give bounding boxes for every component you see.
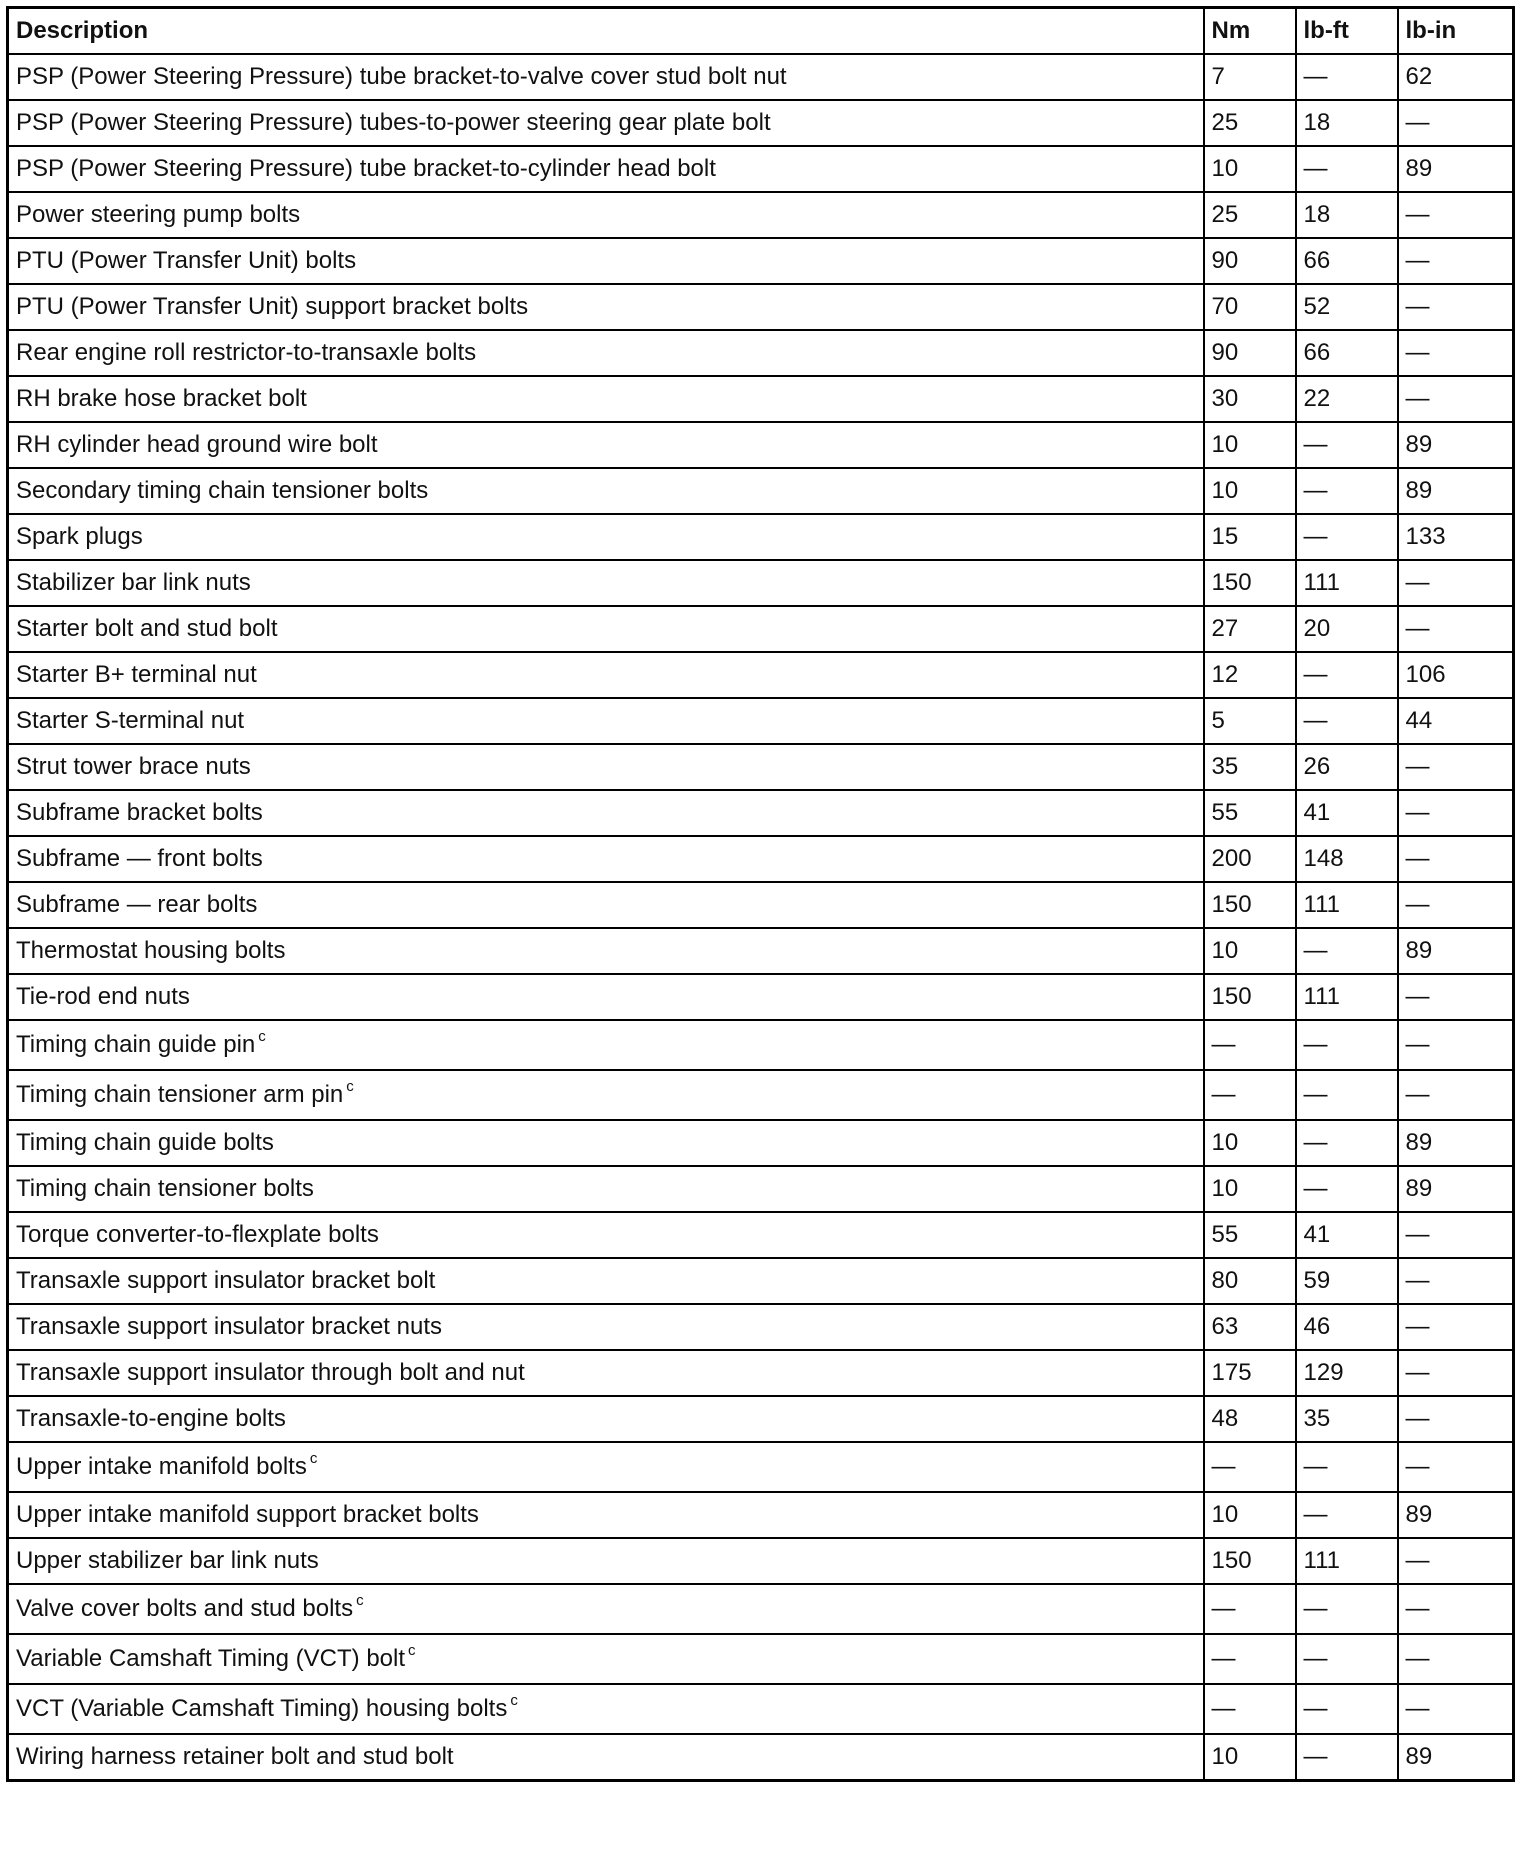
description-text: Spark plugs	[16, 523, 143, 550]
lbft-cell: —	[1296, 468, 1398, 514]
lbft-cell: —	[1296, 1442, 1398, 1492]
description-cell	[8, 928, 1204, 974]
table-row	[8, 468, 1514, 514]
footnote-marker: c	[346, 1078, 354, 1095]
lbin-cell: 44	[1398, 698, 1514, 744]
table-row	[8, 1634, 1514, 1684]
nm-cell: —	[1204, 1020, 1296, 1070]
table-row	[8, 1120, 1514, 1166]
description-text: Starter S-terminal nut	[16, 707, 245, 734]
nm-cell: 27	[1204, 606, 1296, 652]
description-text: Starter bolt and stud bolt	[16, 615, 278, 642]
torque-spec-sheet	[6, 6, 1512, 1782]
nm-cell: 12	[1204, 652, 1296, 698]
lbft-cell: 26	[1296, 744, 1398, 790]
lbft-cell: 111	[1296, 974, 1398, 1020]
table-row	[8, 744, 1514, 790]
nm-cell: 63	[1204, 1304, 1296, 1350]
nm-cell: 175	[1204, 1350, 1296, 1396]
lbft-cell: 41	[1296, 1212, 1398, 1258]
description-text: Upper intake manifold support bracket bolts	[16, 1501, 479, 1528]
nm-cell: —	[1204, 1684, 1296, 1734]
table-row	[8, 836, 1514, 882]
table-row	[8, 1492, 1514, 1538]
lbin-cell: 106	[1398, 652, 1514, 698]
table-row	[8, 698, 1514, 744]
table-row	[8, 1684, 1514, 1734]
header-nm: Nm	[1204, 8, 1296, 55]
lbft-cell: 148	[1296, 836, 1398, 882]
description-cell	[8, 146, 1204, 192]
lbft-cell: —	[1296, 1020, 1398, 1070]
description-text: Wiring harness retainer bolt and stud bolt	[16, 1743, 454, 1770]
lbft-cell: —	[1296, 698, 1398, 744]
nm-cell: 150	[1204, 882, 1296, 928]
lbft-cell: —	[1296, 422, 1398, 468]
description-cell	[8, 422, 1204, 468]
nm-cell: 150	[1204, 1538, 1296, 1584]
table-row	[8, 54, 1514, 100]
lbft-cell: —	[1296, 1120, 1398, 1166]
lbft-cell: —	[1296, 146, 1398, 192]
header-description: Description	[8, 8, 1204, 55]
nm-cell: 10	[1204, 928, 1296, 974]
description-text: Timing chain tensioner bolts	[16, 1175, 314, 1202]
header-lbin: lb-in	[1398, 8, 1514, 55]
table-row	[8, 1212, 1514, 1258]
nm-cell: 30	[1204, 376, 1296, 422]
table-row	[8, 422, 1514, 468]
table-row	[8, 882, 1514, 928]
description-cell	[8, 376, 1204, 422]
nm-cell: 25	[1204, 192, 1296, 238]
lbin-cell: —	[1398, 330, 1514, 376]
lbin-cell: —	[1398, 1634, 1514, 1684]
lbft-cell: 22	[1296, 376, 1398, 422]
footnote-marker: c	[356, 1592, 364, 1609]
description-text: Valve cover bolts and stud bolts	[16, 1595, 354, 1622]
lbin-cell: —	[1398, 376, 1514, 422]
table-row	[8, 790, 1514, 836]
table-row	[8, 1734, 1514, 1781]
lbin-cell: —	[1398, 1584, 1514, 1634]
footnote-marker: c	[309, 1450, 318, 1467]
table-body	[8, 54, 1514, 1781]
description-cell	[8, 192, 1204, 238]
description-cell	[8, 698, 1204, 744]
lbin-cell: —	[1398, 1258, 1514, 1304]
lbin-cell: 89	[1398, 1120, 1514, 1166]
nm-cell: 150	[1204, 974, 1296, 1020]
footnote-marker: c	[510, 1692, 518, 1709]
lbft-cell: —	[1296, 1070, 1398, 1120]
lbin-cell: —	[1398, 100, 1514, 146]
header-row	[8, 8, 1514, 55]
nm-cell: 5	[1204, 698, 1296, 744]
description-cell	[8, 1492, 1204, 1538]
header-lbft: lb-ft	[1296, 8, 1398, 55]
description-text: Power steering pump bolts	[16, 201, 301, 228]
nm-cell: 150	[1204, 560, 1296, 606]
description-text: PSP (Power Steering Pressure) tube bracket-to-cylinder head bolt	[16, 155, 716, 182]
lbin-cell: —	[1398, 1070, 1514, 1120]
nm-cell: 48	[1204, 1396, 1296, 1442]
description-text: RH cylinder head ground wire bolt	[16, 431, 378, 458]
description-cell	[8, 744, 1204, 790]
lbft-cell: 111	[1296, 882, 1398, 928]
description-cell	[8, 1258, 1204, 1304]
description-text: Subframe — front bolts	[16, 845, 263, 872]
nm-cell: 55	[1204, 1212, 1296, 1258]
table-row	[8, 238, 1514, 284]
table-row	[8, 606, 1514, 652]
table-row	[8, 1020, 1514, 1070]
description-text: Starter B+ terminal nut	[16, 661, 257, 688]
lbft-cell: —	[1296, 54, 1398, 100]
description-text: Secondary timing chain tensioner bolts	[16, 477, 429, 504]
nm-cell: —	[1204, 1070, 1296, 1120]
description-cell	[8, 1166, 1204, 1212]
description-text: Upper stabilizer bar link nuts	[16, 1547, 319, 1574]
table-row	[8, 928, 1514, 974]
nm-cell: 10	[1204, 422, 1296, 468]
lbin-cell: —	[1398, 238, 1514, 284]
description-cell	[8, 882, 1204, 928]
nm-cell: 10	[1204, 1166, 1296, 1212]
description-cell	[8, 1212, 1204, 1258]
lbft-cell: 41	[1296, 790, 1398, 836]
lbin-cell: —	[1398, 606, 1514, 652]
nm-cell: 200	[1204, 836, 1296, 882]
nm-cell: —	[1204, 1442, 1296, 1492]
lbin-cell: —	[1398, 836, 1514, 882]
description-cell	[8, 606, 1204, 652]
description-text: Torque converter-to-flexplate bolts	[16, 1221, 379, 1248]
table-row	[8, 1538, 1514, 1584]
description-cell	[8, 468, 1204, 514]
nm-cell: 10	[1204, 468, 1296, 514]
lbin-cell: 133	[1398, 514, 1514, 560]
description-text: PTU (Power Transfer Unit) support bracket bolts	[16, 293, 529, 320]
lbin-cell: 89	[1398, 1166, 1514, 1212]
nm-cell: 25	[1204, 100, 1296, 146]
nm-cell: 10	[1204, 1120, 1296, 1166]
nm-cell: —	[1204, 1634, 1296, 1684]
table-row	[8, 1304, 1514, 1350]
nm-cell: —	[1204, 1584, 1296, 1634]
description-text: Transaxle-to-engine bolts	[16, 1405, 286, 1432]
nm-cell: 10	[1204, 1492, 1296, 1538]
footnote-marker: c	[258, 1028, 266, 1045]
lbft-cell: —	[1296, 1166, 1398, 1212]
lbin-cell: 89	[1398, 1734, 1514, 1781]
lbft-cell: 35	[1296, 1396, 1398, 1442]
description-cell	[8, 1634, 1204, 1684]
description-cell	[8, 1396, 1204, 1442]
description-text: Timing chain guide bolts	[16, 1129, 274, 1156]
description-text: Subframe bracket bolts	[16, 799, 263, 826]
table-row	[8, 1442, 1514, 1492]
lbft-cell: 111	[1296, 560, 1398, 606]
nm-cell: 80	[1204, 1258, 1296, 1304]
lbin-cell: —	[1398, 882, 1514, 928]
nm-cell: 10	[1204, 1734, 1296, 1781]
description-cell	[8, 1684, 1204, 1734]
lbin-cell: —	[1398, 1396, 1514, 1442]
torque-specification-table	[6, 6, 1515, 1782]
description-text: Upper intake manifold bolts	[16, 1453, 307, 1480]
table-row	[8, 192, 1514, 238]
footnote-marker: c	[408, 1642, 416, 1659]
lbin-cell: —	[1398, 560, 1514, 606]
lbin-cell: —	[1398, 1020, 1514, 1070]
nm-cell: 90	[1204, 330, 1296, 376]
table-row	[8, 1350, 1514, 1396]
description-cell	[8, 652, 1204, 698]
lbft-cell: —	[1296, 1734, 1398, 1781]
nm-cell: 90	[1204, 238, 1296, 284]
lbin-cell: —	[1398, 1304, 1514, 1350]
lbft-cell: —	[1296, 1634, 1398, 1684]
description-cell	[8, 1120, 1204, 1166]
lbft-cell: 52	[1296, 284, 1398, 330]
lbft-cell: 18	[1296, 192, 1398, 238]
description-cell	[8, 1584, 1204, 1634]
lbin-cell: —	[1398, 1212, 1514, 1258]
lbft-cell: 129	[1296, 1350, 1398, 1396]
description-text: RH brake hose bracket bolt	[16, 385, 307, 412]
description-cell	[8, 974, 1204, 1020]
lbft-cell: —	[1296, 652, 1398, 698]
description-text: VCT (Variable Camshaft Timing) housing bolts	[16, 1695, 508, 1722]
description-cell	[8, 514, 1204, 560]
lbin-cell: 89	[1398, 468, 1514, 514]
table-row	[8, 560, 1514, 606]
table-row	[8, 330, 1514, 376]
description-text: PSP (Power Steering Pressure) tubes-to-power steering gear plate bolt	[16, 109, 771, 136]
description-text: Timing chain tensioner arm pin	[16, 1081, 344, 1108]
lbft-cell: 59	[1296, 1258, 1398, 1304]
description-text: Thermostat housing bolts	[16, 937, 286, 964]
lbft-cell: —	[1296, 514, 1398, 560]
description-text: PTU (Power Transfer Unit) bolts	[16, 247, 357, 274]
description-cell	[8, 790, 1204, 836]
table-row	[8, 1070, 1514, 1120]
lbft-cell: —	[1296, 1584, 1398, 1634]
table-row	[8, 146, 1514, 192]
lbin-cell: —	[1398, 284, 1514, 330]
table-row	[8, 1396, 1514, 1442]
description-cell	[8, 1538, 1204, 1584]
description-cell	[8, 836, 1204, 882]
table-row	[8, 974, 1514, 1020]
lbft-cell: —	[1296, 1684, 1398, 1734]
description-cell	[8, 100, 1204, 146]
lbin-cell: —	[1398, 1538, 1514, 1584]
description-cell	[8, 330, 1204, 376]
description-cell	[8, 1020, 1204, 1070]
description-cell	[8, 560, 1204, 606]
description-text: Rear engine roll restrictor-to-transaxle bolts	[16, 339, 477, 366]
lbin-cell: 89	[1398, 1492, 1514, 1538]
description-cell	[8, 238, 1204, 284]
description-cell	[8, 1442, 1204, 1492]
nm-cell: 10	[1204, 146, 1296, 192]
table-row	[8, 1584, 1514, 1634]
description-cell	[8, 1070, 1204, 1120]
nm-cell: 7	[1204, 54, 1296, 100]
description-text: Transaxle support insulator bracket nuts	[16, 1313, 442, 1340]
table-row	[8, 284, 1514, 330]
nm-cell: 70	[1204, 284, 1296, 330]
table-row	[8, 514, 1514, 560]
lbin-cell: —	[1398, 192, 1514, 238]
description-cell	[8, 284, 1204, 330]
lbin-cell: 89	[1398, 928, 1514, 974]
table-row	[8, 376, 1514, 422]
lbin-cell: 89	[1398, 422, 1514, 468]
description-text: Stabilizer bar link nuts	[16, 569, 251, 596]
description-text: PSP (Power Steering Pressure) tube bracket-to-valve cover stud bolt nut	[16, 63, 787, 90]
lbft-cell: 46	[1296, 1304, 1398, 1350]
lbin-cell: —	[1398, 974, 1514, 1020]
lbin-cell: 89	[1398, 146, 1514, 192]
description-text: Variable Camshaft Timing (VCT) bolt	[16, 1645, 406, 1672]
lbin-cell: —	[1398, 744, 1514, 790]
lbin-cell: 62	[1398, 54, 1514, 100]
description-cell	[8, 1350, 1204, 1396]
lbin-cell: —	[1398, 1684, 1514, 1734]
lbft-cell: 18	[1296, 100, 1398, 146]
table-row	[8, 1258, 1514, 1304]
description-cell	[8, 54, 1204, 100]
lbft-cell: 20	[1296, 606, 1398, 652]
lbft-cell: —	[1296, 1492, 1398, 1538]
lbin-cell: —	[1398, 1350, 1514, 1396]
description-text: Transaxle support insulator through bolt and nut	[16, 1359, 525, 1386]
lbft-cell: 111	[1296, 1538, 1398, 1584]
lbft-cell: 66	[1296, 238, 1398, 284]
lbin-cell: —	[1398, 1442, 1514, 1492]
description-text: Timing chain guide pin	[16, 1031, 256, 1058]
lbin-cell: —	[1398, 790, 1514, 836]
description-text: Strut tower brace nuts	[16, 753, 251, 780]
table-row	[8, 652, 1514, 698]
nm-cell: 35	[1204, 744, 1296, 790]
lbft-cell: —	[1296, 928, 1398, 974]
nm-cell: 15	[1204, 514, 1296, 560]
description-cell	[8, 1304, 1204, 1350]
description-cell	[8, 1734, 1204, 1781]
description-text: Transaxle support insulator bracket bolt	[16, 1267, 436, 1294]
table-row	[8, 100, 1514, 146]
description-text: Tie-rod end nuts	[16, 983, 190, 1010]
lbft-cell: 66	[1296, 330, 1398, 376]
description-text: Subframe — rear bolts	[16, 891, 258, 918]
nm-cell: 55	[1204, 790, 1296, 836]
table-row	[8, 1166, 1514, 1212]
